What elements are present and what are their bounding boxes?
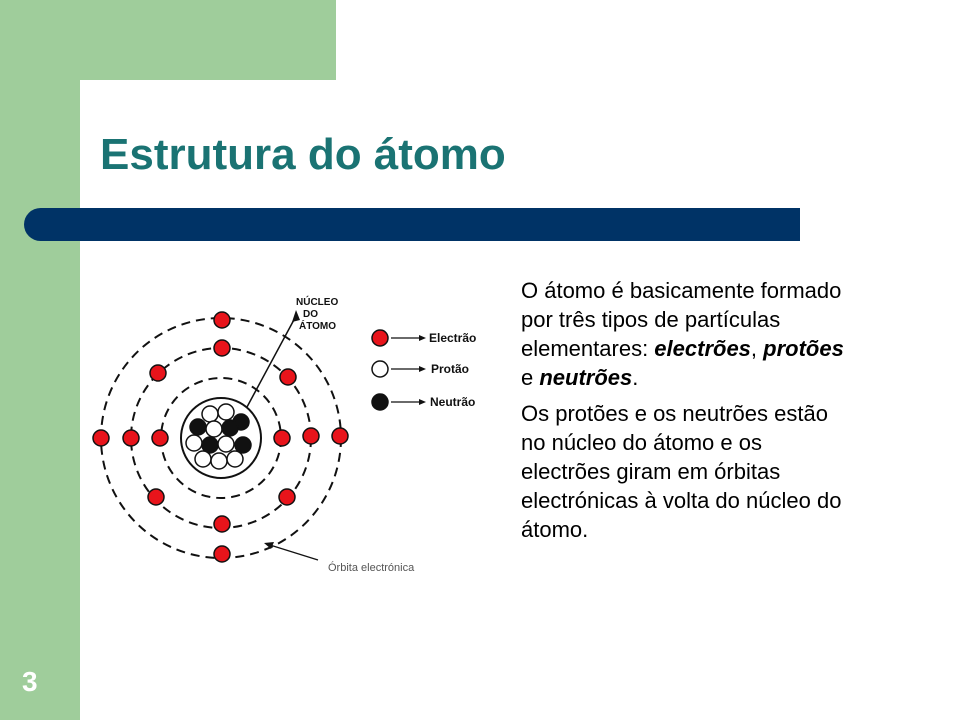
proton	[195, 451, 211, 467]
proton	[218, 404, 234, 420]
legend-proton-label: Protão	[431, 362, 470, 376]
proton	[227, 451, 243, 467]
electron	[332, 428, 348, 444]
electron	[280, 369, 296, 385]
paragraph-nucleus: Os protões e os neutrões estão no núcleo do átomo e os electrões giram em órbitas electrónicas à volta do núcleo do átomo.	[521, 401, 842, 542]
electron	[274, 430, 290, 446]
slide-number: 3	[22, 666, 38, 697]
nucleus-label-line-3: ÁTOMO	[299, 321, 337, 332]
orbit-label: Órbita electrónica	[328, 562, 415, 574]
electron	[93, 430, 109, 446]
legend-neutron-arrowhead	[419, 399, 426, 405]
slide-title: Estrutura do átomo	[100, 130, 506, 179]
p1-sep1: ,	[750, 336, 764, 361]
legend-neutron-swatch	[372, 394, 388, 410]
legend-electron-arrowhead	[419, 335, 426, 341]
proton	[186, 435, 202, 451]
legend-proton-swatch	[372, 361, 388, 377]
title-underline-bar	[24, 208, 800, 241]
top-strip	[0, 0, 336, 80]
electron	[123, 430, 139, 446]
orbit-pointer-line	[270, 545, 318, 560]
neutron	[190, 419, 206, 435]
atom-diagram	[84, 282, 494, 582]
legend-electron-swatch	[372, 330, 388, 346]
electron	[303, 428, 319, 444]
electron	[279, 489, 295, 505]
nucleus-label-line-1: NÚCLEO	[296, 297, 339, 308]
paragraph-particles	[521, 276, 851, 392]
p1-sep2: e	[521, 365, 540, 390]
electron	[214, 312, 230, 328]
side-strip	[0, 0, 80, 720]
p1-end: .	[632, 365, 639, 390]
term-electrons: electrões	[654, 336, 751, 361]
proton	[202, 406, 218, 422]
term-protons: protões	[763, 336, 844, 361]
content-text	[521, 276, 851, 551]
electron	[148, 489, 164, 505]
proton	[211, 453, 227, 469]
legend	[372, 330, 476, 410]
legend-electron-label: Electrão	[429, 331, 477, 345]
term-neutrons: neutrões	[539, 365, 633, 390]
electron	[214, 516, 230, 532]
electron	[152, 430, 168, 446]
electron	[150, 365, 166, 381]
legend-proton-arrowhead	[419, 366, 426, 372]
legend-neutron-label: Neutrão	[430, 395, 476, 409]
electron	[214, 340, 230, 356]
electron	[214, 546, 230, 562]
p1-intro: O átomo é basicamente formado por três tipos de partículas elementares:	[521, 278, 842, 361]
proton	[218, 436, 234, 452]
nucleus-label-line-2: DO	[303, 309, 318, 320]
nucleus	[181, 398, 261, 478]
proton	[206, 421, 222, 437]
neutron	[222, 420, 238, 436]
